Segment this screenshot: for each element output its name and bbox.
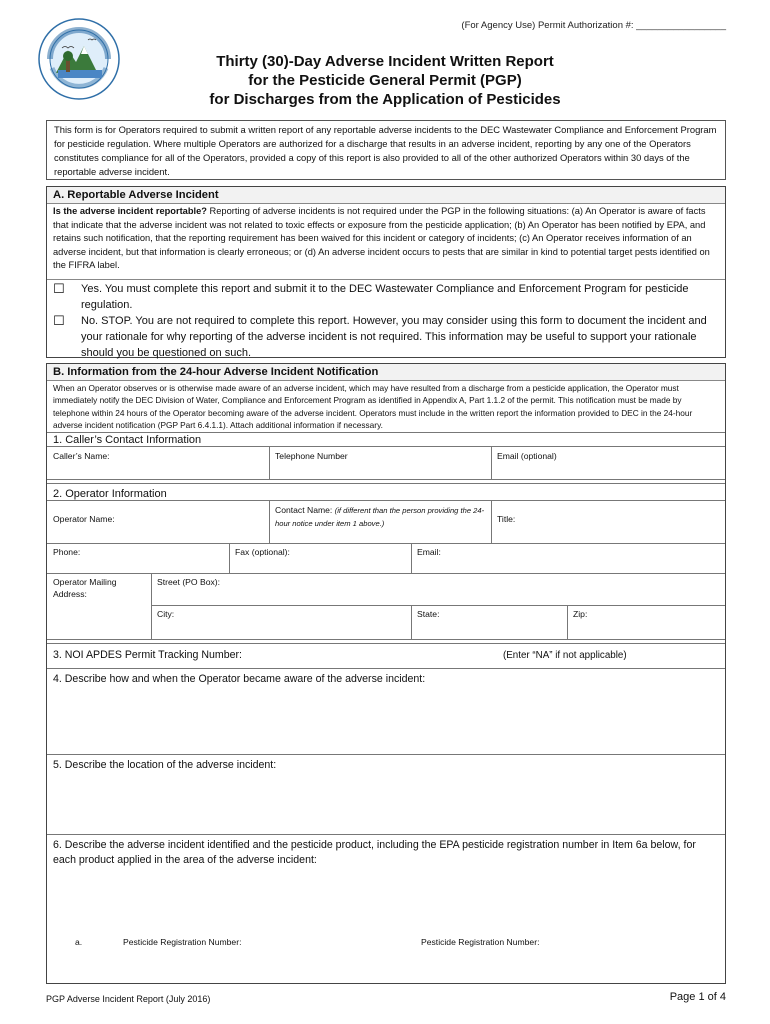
item-6-field[interactable]: [47, 835, 725, 977]
callers-name-field[interactable]: [47, 447, 267, 479]
agency-use-permit-number: (For Agency Use) Permit Authorization #: _________________: [461, 20, 726, 31]
title-label: Title:: [497, 514, 516, 524]
contact-name-note: (if different than the person providing the 24-hour notice under item 1 above.): [275, 506, 485, 528]
checkbox-yes[interactable]: ☐: [53, 281, 65, 296]
divider: [47, 479, 725, 480]
title-line-1: Thirty (30)-Day Adverse Incident Written Report: [216, 53, 554, 70]
street-label: Street (PO Box):: [157, 577, 221, 587]
contact-name-field[interactable]: [269, 501, 491, 543]
operator-email-label: Email:: [417, 547, 441, 557]
city-label: City:: [157, 609, 175, 619]
section-b: [46, 363, 726, 984]
telephone-field[interactable]: [269, 447, 491, 479]
footer-form-name: PGP Adverse Incident Report (July 2016): [46, 994, 211, 1004]
state-label: State:: [417, 609, 440, 619]
fax-field[interactable]: [229, 543, 411, 573]
option-yes[interactable]: [47, 281, 725, 313]
section-a-heading: A. Reportable Adverse Incident: [47, 187, 725, 204]
footer-page-number: Page 1 of 4: [669, 991, 726, 1003]
caller-contact-grid: [47, 447, 725, 495]
title-line-3: for Discharges from the Application of Pesticides: [209, 91, 561, 108]
intro-paragraph: This form is for Operators required to submit a written report of any reportable adverse incidents to the DEC Wastewater Compliance and Enforcement Program for pesticide regulation. Where multiple Operators are authorized for a discharge that results in an adverse incident, reporting by any one of the Operators constitutes compliance for all of the Operators, provided a copy of this report is also provided to all of the other authorized Operators within 30 days of the reportable adverse incident.: [46, 120, 726, 180]
item-4-field[interactable]: [47, 669, 725, 755]
registration-number-label-2[interactable]: Pesticide Registration Number:: [421, 937, 540, 947]
item-5-label: 5. Describe the location of the adverse incident:: [53, 759, 277, 771]
permit-tracking-label: 3. NOI APDES Permit Tracking Number:: [53, 649, 242, 661]
registration-number-label-1[interactable]: Pesticide Registration Number:: [123, 937, 242, 947]
permit-tracking-note: (Enter “NA” if not applicable): [503, 650, 627, 661]
section-b-description: When an Operator observes or is otherwise made aware of an adverse incident, which may have resulted from a discharge from a pesticide application, the Operator must immediately notify the DEC Division of Water, Compliance and Enforcement Program as identified in Appendix A, Part 1.1.2 of the permit. This notification must be made by telephone within 24 hours of the Operator becoming aware of the adverse incident. Operators must include in the written report the information provided to DEC in the 24-hour adverse incident notification (PGP Part 6.4.1.1). Attach additional information if necessary.: [47, 381, 725, 433]
permit-tracking-row[interactable]: [47, 643, 725, 669]
title-field[interactable]: [491, 501, 725, 543]
title-line-2: for the Pesticide General Permit (PGP): [248, 72, 522, 89]
item-6-label: 6. Describe the adverse incident identified and the pesticide product, including the EPA pesticide registration number in Item 6a below, for each product applied in the area of the adverse incident:: [53, 839, 696, 866]
state-field[interactable]: [411, 605, 567, 639]
section-a-question-text: Reporting of adverse incidents is not required under the PGP in the following situations: (a) An Operator is aware of facts that indicate that the adverse incident was not related to toxic effects or exposure from the pesticide application; (b) An Operator has been notified by EPA, and retains such notification, that the reporting requirement has been waived for this incident or category of incidents; (c) An Operator receives information of an adverse incident, but that information is clearly erroneous; or (d) An adverse incident occurs to pests that are similar in kind to potential target pests identified on the FIFRA label.: [53, 206, 710, 271]
caller-email-label: Email (optional): [497, 451, 557, 461]
form-title: [120, 52, 650, 109]
phone-field[interactable]: [47, 543, 229, 573]
street-field[interactable]: [151, 573, 725, 605]
phone-label: Phone:: [53, 547, 81, 557]
item-5-field[interactable]: [47, 755, 725, 835]
callers-name-label: Caller’s Name:: [53, 451, 110, 461]
section-b-heading: B. Information from the 24-hour Adverse Incident Notification: [47, 364, 725, 381]
caller-email-field[interactable]: [491, 447, 725, 479]
operator-name-field[interactable]: [47, 501, 269, 543]
zip-field[interactable]: [567, 605, 725, 639]
telephone-label: Telephone Number: [275, 451, 348, 461]
fax-label: Fax (optional):: [235, 547, 290, 557]
section-a-question-bold: Is the adverse incident reportable?: [53, 206, 207, 216]
section-a: [46, 186, 726, 358]
option-no-label: No. STOP. You are not required to complete this report. However, you may consider using this form to document the incident and your rationale for why reporting of the adverse incident is not required. This information may be useful to support your rationale should you be questioned on such.: [81, 315, 707, 359]
option-yes-label: Yes. You must complete this report and submit it to the DEC Wastewater Compliance and Enforcement Program for pesticide regulation.: [81, 283, 689, 311]
divider: [47, 639, 725, 640]
caller-contact-heading: 1. Caller’s Contact Information: [47, 433, 725, 447]
operator-email-field[interactable]: [411, 543, 725, 573]
state-seal-logo: [38, 18, 120, 100]
item-4-label: 4. Describe how and when the Operator became aware of the adverse incident:: [53, 673, 426, 685]
divider: [47, 483, 725, 484]
operator-name-label: Operator Name:: [53, 514, 115, 524]
item-6a-letter: a.: [75, 937, 83, 947]
zip-label: Zip:: [573, 609, 588, 619]
section-a-question: [47, 204, 725, 280]
mailing-address-label: Operator Mailing Address:: [53, 577, 117, 599]
operator-info-heading: 2. Operator Information: [47, 487, 725, 501]
city-field[interactable]: [151, 605, 411, 639]
checkbox-no[interactable]: ☐: [53, 313, 65, 328]
operator-info-grid: [47, 501, 725, 649]
option-no[interactable]: [47, 313, 725, 361]
contact-name-label: Contact Name:: [275, 505, 333, 515]
